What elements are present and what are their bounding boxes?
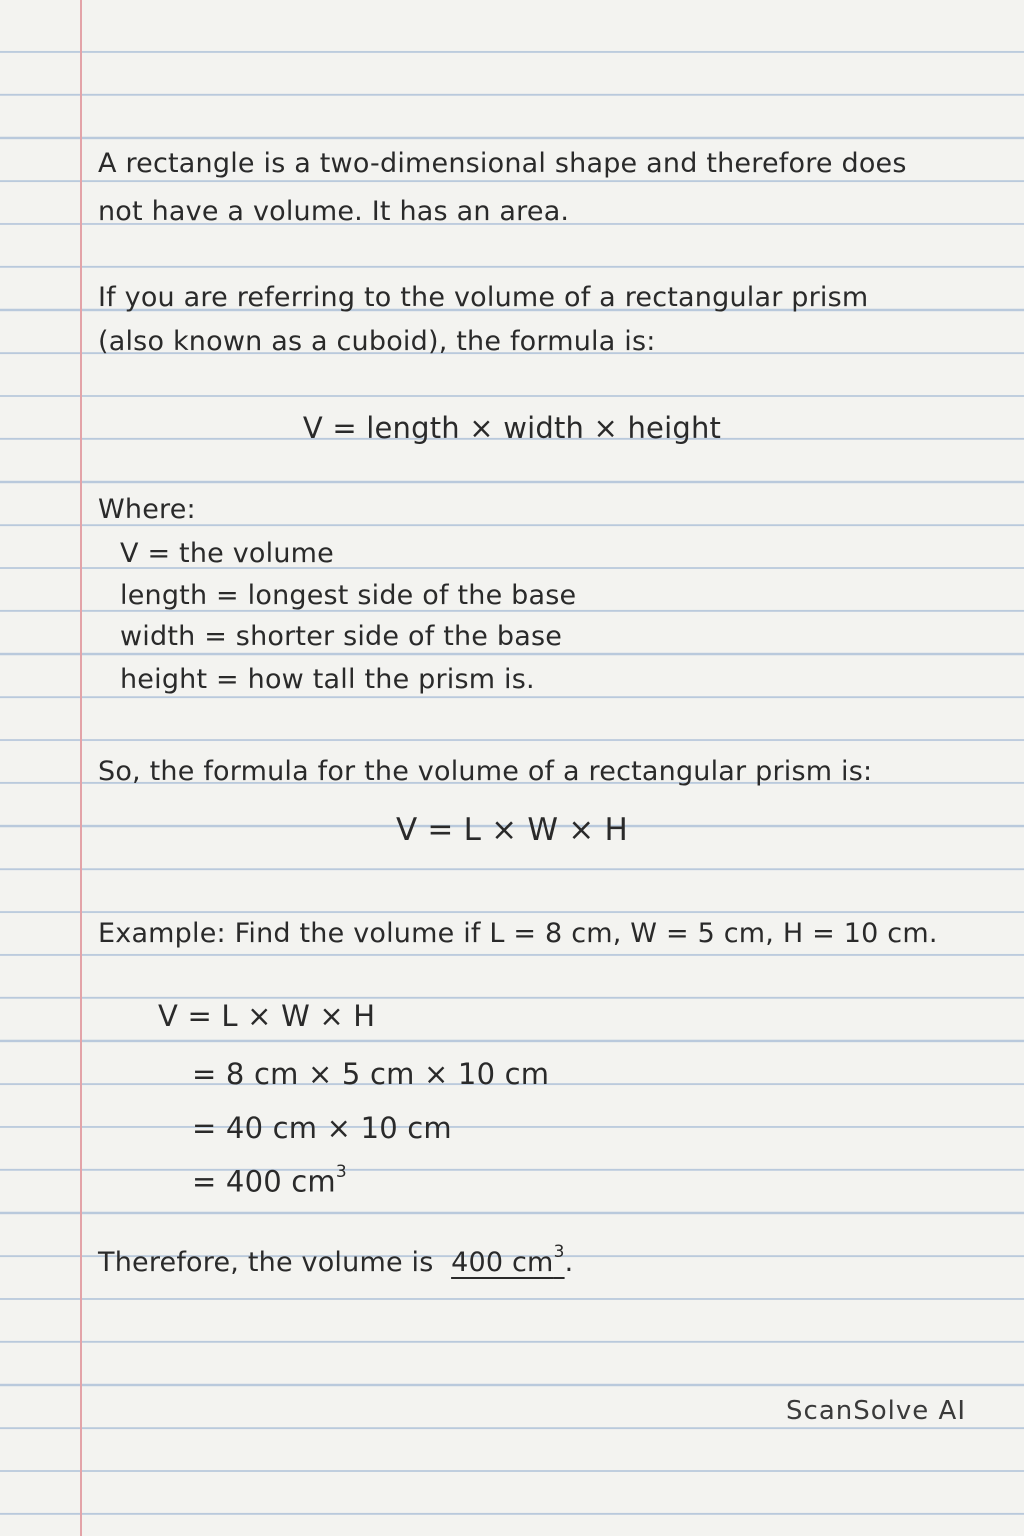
intro-line-2: not have a volume. It has an area. xyxy=(98,196,570,227)
definition-height: height = how tall the prism is. xyxy=(120,664,535,695)
example-step-2: = 8 cm × 5 cm × 10 cm xyxy=(192,1057,550,1091)
where-heading: Where: xyxy=(98,494,196,525)
example-step-3: = 40 cm × 10 cm xyxy=(192,1111,452,1145)
conclusion-prefix: Therefore, the volume is xyxy=(98,1247,434,1278)
example-step-4-exponent: 3 xyxy=(335,1162,347,1182)
formula-letters: V = L × W × H xyxy=(395,812,629,848)
conclusion-answer-value: 400 cm xyxy=(451,1247,554,1278)
conclusion-line xyxy=(98,1240,573,1279)
example-step-4-text: = 400 cm xyxy=(192,1164,336,1199)
brand-signature: ScanSolve AI xyxy=(786,1396,966,1426)
definition-volume: V = the volume xyxy=(120,538,334,569)
example-step-4 xyxy=(192,1160,347,1198)
example-statement: Example: Find the volume if L = 8 cm, W = 5 cm, H = 10 cm. xyxy=(98,918,938,949)
margin-line xyxy=(80,0,82,1536)
definition-width: width = shorter side of the base xyxy=(120,621,563,652)
definition-length: length = longest side of the base xyxy=(120,580,577,611)
summary-line: So, the formula for the volume of a rectangular prism is: xyxy=(98,756,873,787)
intro-line-1: A rectangle is a two-dimensional shape and therefore does xyxy=(98,148,907,179)
prism-line-1: If you are referring to the volume of a rectangular prism xyxy=(98,282,869,313)
example-step-1: V = L × W × H xyxy=(158,999,376,1033)
conclusion-answer xyxy=(451,1242,565,1278)
formula-words: V = length × width × height xyxy=(302,411,722,445)
prism-line-2: (also known as a cuboid), the formula is: xyxy=(98,326,656,357)
conclusion-answer-exponent: 3 xyxy=(553,1242,565,1262)
conclusion-suffix: . xyxy=(564,1247,574,1278)
